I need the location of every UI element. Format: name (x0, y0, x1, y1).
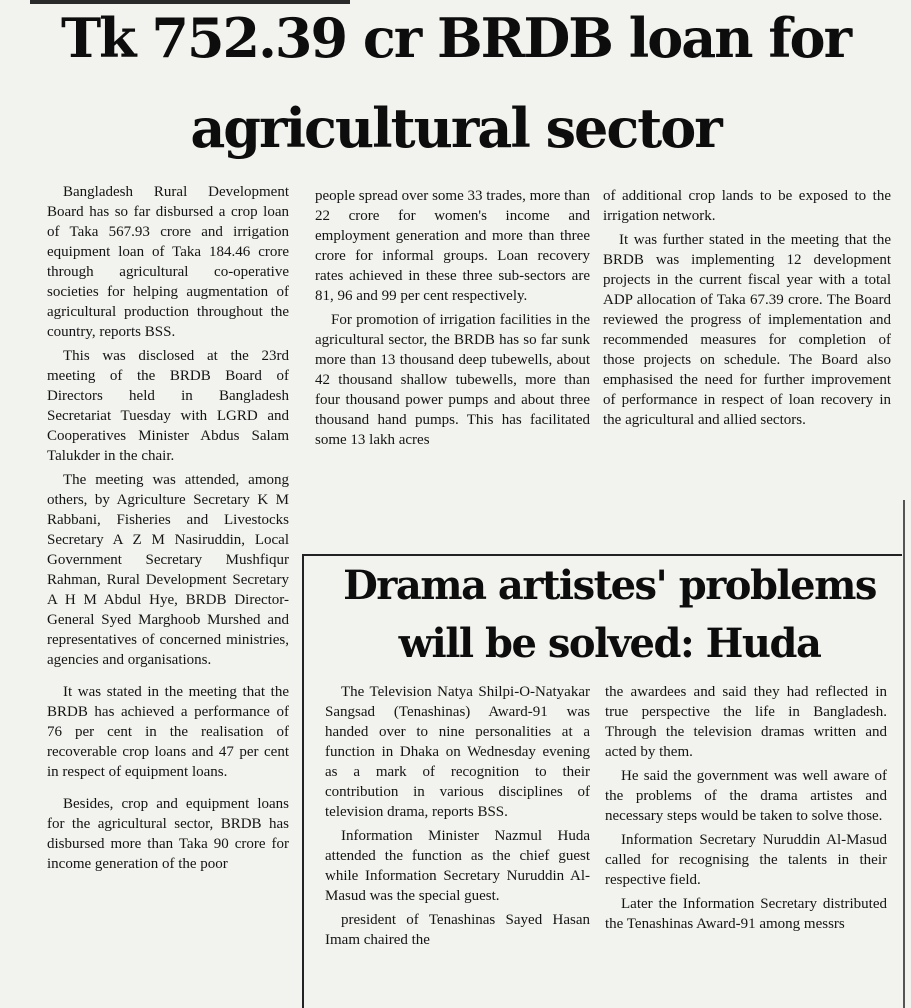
article1-column-3 (603, 186, 891, 434)
top-rule (30, 0, 350, 4)
article1-column-1 (47, 182, 289, 878)
section-divider-horizontal (302, 554, 902, 556)
section-divider-vertical (302, 556, 304, 1008)
article1-paragraph: For promotion of irrigation facilities in the agricultural sector, the BRDB has so far sunk more than 13 thousand deep tubewells, about 42 thousand shallow tubewells, more than four thousand power pumps and about three thousand hand pumps. This has facilitated some 13 lakh acres (315, 312, 590, 448)
article2-paragraph: Information Minister Nazmul Huda attended the function as the chief guest while Information Secretary Nuruddin Al-Masud was the special guest. (325, 828, 590, 904)
article1-paragraph: The meeting was attended, among others, by Agriculture Secretary K M Rabbani, Fisheries and Livestocks Secretary A Z M Nasiruddin, Local Government Secretary Mushfiqur Rahman, Rural Development Secretary A H M Abdul Hye, BRDB Director-General Syed Marghoob Murshed and representatives of concerned ministries, agencies and organisations. (47, 472, 289, 668)
article1-paragraph: This was disclosed at the 23rd meeting of the BRDB Board of Directors held in Bangladesh Secretariat Tuesday with LGRD and Cooperatives Minister Abdus Salam Talukder in the chair. (47, 348, 289, 464)
article1-paragraph: Besides, crop and equipment loans for the agricultural sector, BRDB has disbursed more than Taka 90 crore for income generation of the poor (47, 796, 289, 872)
article1-headline-line2: agricultural sector (190, 96, 721, 160)
article1-paragraph: Bangladesh Rural Development Board has so far disbursed a crop loan of Taka 567.93 crore and irrigation equipment loan of Taka 184.46 crore through agricultural co-operative societies for helping augmentation of agricultural production throughout the country, reports BSS. (47, 184, 289, 340)
article1-paragraph: It was stated in the meeting that the BRDB has achieved a performance of 76 per cent in the realisation of recoverable crop loans and 47 per cent in respect of equipment loans. (47, 684, 289, 780)
article1-paragraph: of additional crop lands to be exposed to the irrigation network. (603, 188, 891, 224)
article1-paragraph: It was further stated in the meeting that the BRDB was implementing 12 development projects in the current fiscal year with a total ADP allocation of Taka 67.39 crore. The Board reviewed the progress of implementation and recommended measures for completion of those projects on schedule. The Board also emphasised the need for further improvement of performance in respect of loan recovery in the agricultural and allied sectors. (603, 232, 891, 428)
article2-headline-line2: will be solved: Huda (398, 620, 821, 667)
article2-paragraph: president of Tenashinas Sayed Hasan Imam chaired the (325, 912, 590, 948)
article2-paragraph: Later the Information Secretary distributed the Tenashinas Award-91 among messrs (605, 896, 887, 932)
article1-paragraph: people spread over some 33 trades, more than 22 crore for women's income and employment generation and more than three crore for informal groups. Loan recovery rates achieved in these three sub-sectors are 81, 96 and 99 per cent respectively. (315, 188, 590, 304)
article2-column-2 (605, 682, 887, 938)
article2-paragraph: He said the government was well aware of the problems of the drama artistes and necessary steps would be taken to solve those. (605, 768, 887, 824)
article1-column-2 (315, 186, 590, 454)
article2-headline-line1: Drama artistes' problems (343, 562, 876, 609)
article2-paragraph: The Television Natya Shilpi-O-Natyakar Sangsad (Tenashinas) Award-91 was handed over to nine personalities at a function in Dhaka on Wednesday evening as a mark of recognition to their contribution in various disciplines of television drama, reports BSS. (325, 684, 590, 820)
article1-headline-line1: Tk 752.39 cr BRDB loan for (60, 6, 851, 70)
article2-paragraph: the awardees and said they had reflected in true perspective the life in Bangladesh. Through the television dramas written and acted by them. (605, 684, 887, 760)
article2-paragraph: Information Secretary Nuruddin Al-Masud called for recognising the talents in their respective field. (605, 832, 887, 888)
article2-column-1 (325, 682, 590, 954)
